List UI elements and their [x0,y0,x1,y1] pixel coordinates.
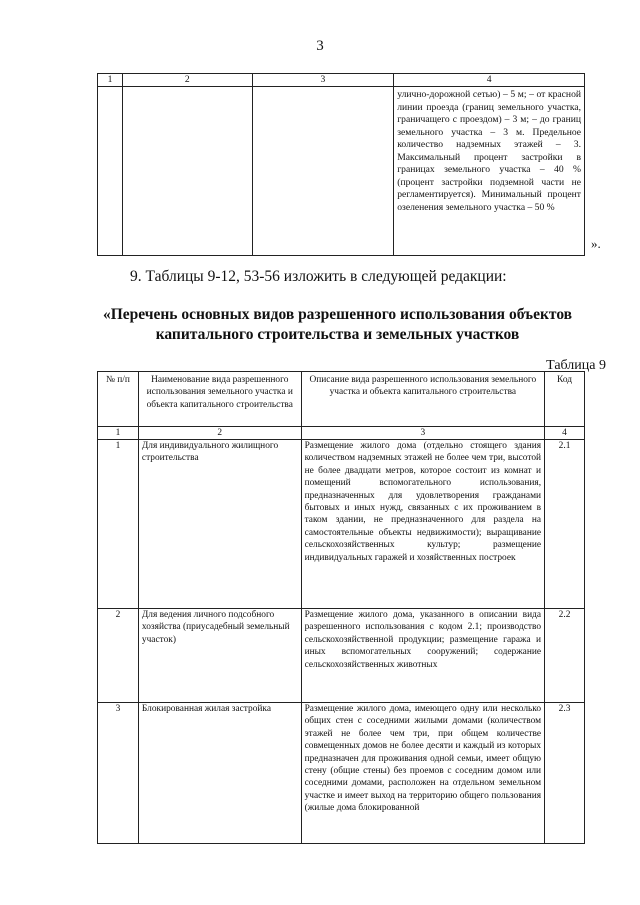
row-description: Размещение жилого дома, указанного в описании вида разрешенного использования с кодом 2.1; производство сельскохозяйственной продукции; размещение гаража и иных вспомогательных сооружений; содержание сельскохозяйственных животных [301,609,544,703]
row-description: Размещение жилого дома (отдельно стоящего здания количеством надземных этажей не более чем три, высотой не более двадцати метров, которое состоит из комнат и помещений вспомогательного использования, предназначенных для удовлетворения гражданами бытовых и иных нужд, связанных с их проживанием в таком здании, не предназначенного для раздела на самостоятельные объекты недвижимости); выращивание сельскохозяйственных культур; размещение индивидуальных гаражей и хозяйственных построек [301,440,544,609]
row-name: Для индивидуального жилищного строительства [138,440,301,609]
table-9 [97,371,585,844]
column-number: 1 [98,74,123,87]
row-code: 2.1 [545,440,585,609]
table-caption: Таблица 9 [546,358,606,373]
row-number: 2 [98,609,139,703]
page-number: 3 [316,38,324,54]
row-code: 2.2 [545,609,585,703]
instruction-text: 9. Таблицы 9-12, 53-56 изложить в следующей редакции: [130,268,507,285]
column-number-row [98,427,585,440]
table-cell [122,87,252,256]
table-row [98,703,585,844]
table-cell [252,87,394,256]
column-number: 2 [138,427,301,440]
column-number-row [98,74,585,87]
header-code: Код [545,372,585,427]
row-code: 2.3 [545,703,585,844]
row-name: Блокированная жилая застройка [138,703,301,844]
row-name: Для ведения личного подсобного хозяйства (приусадебный земельный участок) [138,609,301,703]
section-heading: «Перечень основных видов разрешенного использования объектов капитального строительства и земельных участков [102,306,573,343]
row-number: 3 [98,703,139,844]
header-description: Описание вида разрешенного использования земельного участка и объекта капитального строительства [301,372,544,427]
table-row [98,440,585,609]
column-number: 4 [545,427,585,440]
column-number: 4 [394,74,585,87]
column-number: 3 [252,74,394,87]
continued-table [97,73,585,256]
header-name: Наименование вида разрешенного использования земельного участка и объекта капитального строительства [138,372,301,427]
header-number: № п/п [98,372,139,427]
table-row [98,87,585,256]
table-cell [98,87,123,256]
row-number: 1 [98,440,139,609]
description-cell: улично-дорожной сетью) – 5 м; – от красной линии проезда (границ земельного участка, граничащего с проездом) – 3 м; – до границ земельного участка – 3 м. Предельное количество надземных этажей – 3. Максимальный процент застройки в границах земельного участка – 40 % (процент застройки подземной части не регламентируется). Минимальный процент озеленения земельного участка – 50 % [394,87,585,256]
column-number: 1 [98,427,139,440]
row-description: Размещение жилого дома, имеющего одну или несколько общих стен с соседними жилыми домами (количеством этажей не более чем три, при общем количестве совмещенных домов не более десяти и каждый из которых предназначен для проживания одной семьи, имеет общую стену (общие стены) без проемов с соседним домом или соседними домами, расположен на отдельном земельном участке и имеет выход на территорию общего пользования (жилые дома блокированной [301,703,544,844]
column-number: 2 [122,74,252,87]
closing-quote: ». [591,236,601,251]
column-number: 3 [301,427,544,440]
table-row [98,609,585,703]
table-header-row [98,372,585,427]
